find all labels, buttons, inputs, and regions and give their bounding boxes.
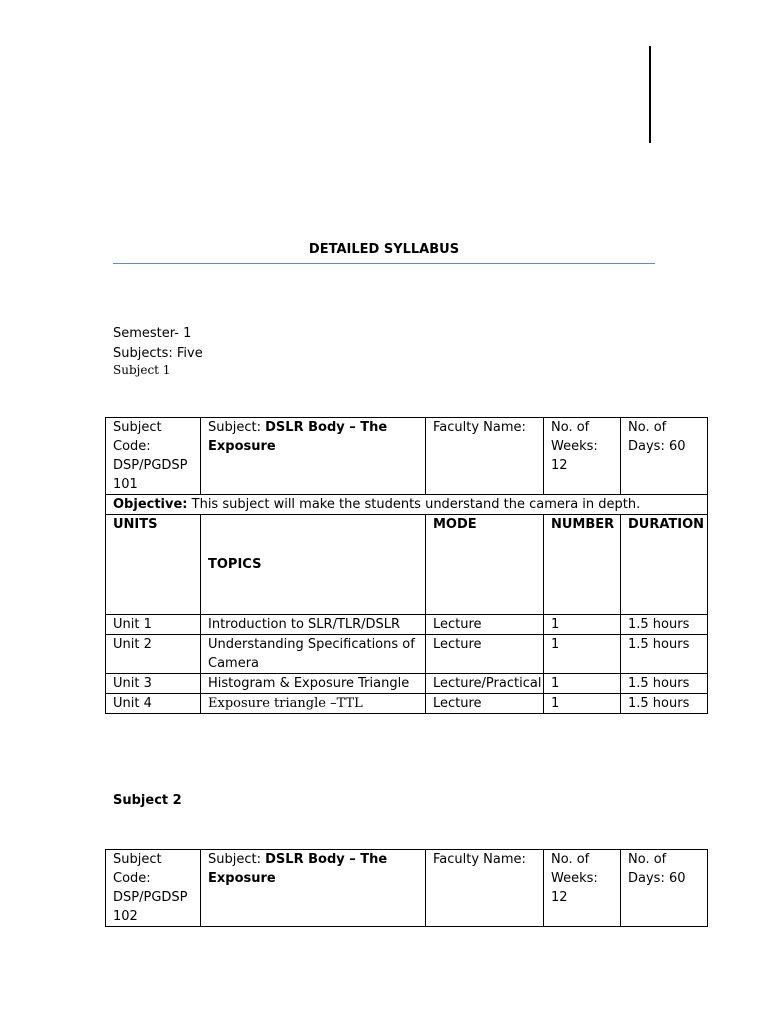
subject1-info-row <box>106 418 708 495</box>
subject2-table <box>105 849 708 927</box>
faculty-name-cell: Faculty Name: <box>426 418 544 495</box>
title-underline <box>113 263 655 264</box>
faculty-name-cell: Faculty Name: <box>426 850 544 927</box>
vertical-margin-bar <box>649 46 651 143</box>
header-row <box>106 515 708 615</box>
table-row <box>106 674 708 694</box>
subject-code-cell: Subject Code: DSP/PGDSP 101 <box>106 418 201 495</box>
subject-name: DSLR Body – The Exposure <box>208 420 388 454</box>
days-cell: No. of Days: 60 <box>621 850 708 927</box>
objective-label: Objective: <box>113 497 188 512</box>
subject-name-cell: Subject: DSLR Body – The Exposure <box>201 850 426 927</box>
mode-cell: Lecture <box>426 615 544 635</box>
page-title: DETAILED SYLLABUS <box>308 242 460 257</box>
mode-cell: Lecture <box>426 694 544 714</box>
days-cell: No. of Days: 60 <box>621 418 708 495</box>
header-units: UNITS <box>106 515 201 615</box>
table-row <box>106 635 708 674</box>
weeks-cell: No. of Weeks: 12 <box>544 850 621 927</box>
weeks-cell: No. of Weeks: 12 <box>544 418 621 495</box>
subject1-table <box>105 417 708 714</box>
semester-label: Semester- 1 <box>113 326 192 341</box>
topic-cell: Histogram & Exposure Triangle <box>201 674 426 694</box>
objective-text: This subject will make the students understand the camera in depth. <box>187 497 641 512</box>
duration-cell: 1.5 hours <box>621 635 708 674</box>
mode-cell: Lecture <box>426 635 544 674</box>
subject2-heading: Subject 2 <box>113 793 182 808</box>
header-topics: TOPICS <box>201 515 426 615</box>
objective-row <box>106 495 708 515</box>
duration-cell: 1.5 hours <box>621 694 708 714</box>
topic-cell: Understanding Specifications of Camera <box>201 635 426 674</box>
unit-cell: Unit 2 <box>106 635 201 674</box>
duration-cell: 1.5 hours <box>621 615 708 635</box>
subject1-heading: Subject 1 <box>113 363 171 377</box>
header-number: NUMBER <box>544 515 621 615</box>
subject-name: DSLR Body – The Exposure <box>208 852 388 886</box>
header-mode: MODE <box>426 515 544 615</box>
unit-cell: Unit 3 <box>106 674 201 694</box>
subject-name-cell: Subject: DSLR Body – The Exposure <box>201 418 426 495</box>
subject2-info-row <box>106 850 708 927</box>
topic-cell: Introduction to SLR/TLR/DSLR <box>201 615 426 635</box>
number-cell: 1 <box>544 694 621 714</box>
objective-cell <box>106 495 708 515</box>
number-cell: 1 <box>544 615 621 635</box>
header-duration: DURATION <box>621 515 708 615</box>
table-row <box>106 615 708 635</box>
duration-cell: 1.5 hours <box>621 674 708 694</box>
subject-code-cell: Subject Code: DSP/PGDSP 102 <box>106 850 201 927</box>
number-cell: 1 <box>544 635 621 674</box>
topic-cell: Exposure triangle –TTL <box>201 694 426 714</box>
subjects-count-label: Subjects: Five <box>113 346 203 361</box>
unit-cell: Unit 1 <box>106 615 201 635</box>
table-row <box>106 694 708 714</box>
number-cell: 1 <box>544 674 621 694</box>
unit-cell: Unit 4 <box>106 694 201 714</box>
mode-cell: Lecture/Practical <box>426 674 544 694</box>
